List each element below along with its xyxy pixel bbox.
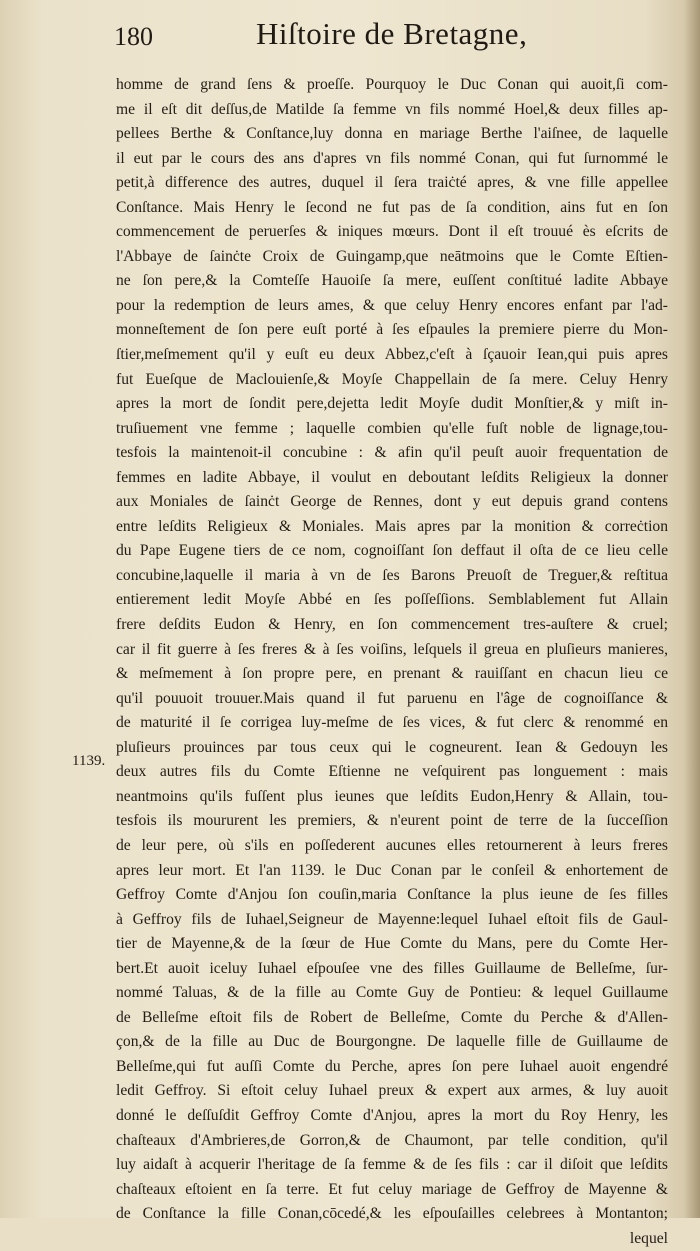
text-line: donné le deſſuſdit Geffroy Comte d'Anjou, apres la mort du Roy Henry, les bbox=[116, 1106, 668, 1124]
text-line: tesfois la maintenoit-il concubine : & afin qu'il peuſt auoir frequentation de bbox=[116, 444, 668, 462]
text-line: Geffroy Comte d'Anjou ſon couſin,maria Conſtance la plus ieune de ſes filles bbox=[116, 886, 668, 904]
text-line: neantmoins qu'ils fuſſent plus ieunes que leſdits Eudon,Henry & Allain, tou- bbox=[116, 787, 668, 805]
text-line: deux autres fils du Comte Eſtienne ne veſquirent pas longuement : mais bbox=[116, 763, 668, 781]
text-line: chaſteaux eſtoient en ſa terre. Et fut celuy mariage de Geffroy de Mayenne & bbox=[116, 1180, 668, 1198]
text-line: apres leur mort. Et l'an 1139. le Duc Conan par le conſeil & enhortement de bbox=[116, 861, 668, 879]
text-line: Belleſme,qui fut auſſi Comte du Perche, apres ſon pere Iuhael auoit engendré bbox=[116, 1057, 668, 1075]
text-line: car il fit guerre à ſes freres & à ſes voiſins, leſquels il greua en pluſieurs manieres, bbox=[116, 640, 668, 658]
text-line: à Geffroy fils de Iuhael,Seigneur de Mayenne:lequel Iuhael eſtoit fils de Gaul- bbox=[116, 910, 668, 928]
text-line: tier de Mayenne,& de la ſœur de Hue Comte du Mans, pere du Comte Her- bbox=[116, 935, 668, 953]
text-line: de Conſtance la fille Conan,cōcedé,& les eſpouſailles celebrees à Montanton; bbox=[116, 1205, 668, 1223]
text-line: entre leſdits Religieux & Moniales. Mais apres par la monition & correċtion bbox=[116, 517, 668, 535]
text-line: de maturité il ſe corrigea luy-meſme de ſes vices, & fut clerc & renommé en bbox=[116, 714, 668, 732]
text-line: pellees Berthe & Conſtance,luy donna en mariage Berthe l'aiſnee, de laquelle bbox=[116, 125, 668, 143]
text-line: ne ſon pere,& la Comteſſe Hauoiſe ſa mere, euſſent conſtitué ladite Abbaye bbox=[116, 272, 668, 290]
text-line: & meſmement à ſon propre pere, en prenant & rauiſſant en chacun lieu ce bbox=[116, 665, 668, 683]
text-line: me il eſt dit deſſus,de Matilde ſa femme vn fils nommé Hoel,& deux filles ap- bbox=[116, 100, 668, 118]
text-line: fut Eueſque de Maclouienſe,& Moyſe Chappellain de ſa mere. Celuy Henry bbox=[116, 370, 668, 388]
text-line: truſiuement vne femme ; laquelle combien qu'elle fuſt noble de lignage,tou- bbox=[116, 419, 668, 437]
page-header bbox=[114, 16, 674, 60]
text-line: nommé Taluas, & de la fille au Comte Guy de Pontieu: & lequel Guillaume bbox=[116, 984, 668, 1002]
running-title: Hiſtoire de Bretagne, bbox=[256, 16, 528, 51]
text-line: il eut par le cours des ans d'apres vn fils nommé Conan, qui fut ſurnommé le bbox=[116, 149, 668, 167]
text-line: petit,à difference des autres, duquel il ſera traiċté apres, & vne fille appellee bbox=[116, 174, 668, 192]
text-line: entierement ledit Moyſe Abbé en ſes poſſeſſions. Semblablement fut Allain bbox=[116, 591, 668, 609]
text-line: luy aidaſt à acquerir l'heritage de ſa femme & de ſes fils : car il diſoit que leſdits bbox=[116, 1156, 668, 1174]
text-line: bert.Et auoit iceluy Iuhael eſpouſee vne des filles Guillaume de Belleſme, ſur- bbox=[116, 959, 668, 977]
text-line: çon,& de la fille au Duc de Bourgongne. De laquelle fille de Guillaume de bbox=[116, 1033, 668, 1051]
text-line: frere deſdits Eudon & Henry, en ſon commencement tres-auſtere & cruel; bbox=[116, 616, 668, 634]
text-line: pluſieurs prouinces par tous ceux qui le cogneurent. Iean & Gedouyn les bbox=[116, 738, 668, 756]
text-line: homme de grand ſens & proeſſe. Pourquoy le Duc Conan qui auoit,ſi com- bbox=[116, 76, 668, 93]
body-text bbox=[116, 73, 668, 1251]
text-line: pour la redemption de leurs ames, & que celuy Henry encores enfant par l'ad- bbox=[116, 296, 668, 314]
text-line: monneſtement de ſon pere euſt porté à ſes eſpaules la premiere pierre du Mon- bbox=[116, 321, 668, 339]
text-line: lequel bbox=[629, 1229, 668, 1247]
margin-year-note: 1139. bbox=[72, 753, 106, 769]
text-line: l'Abbaye de ſainċte Croix de Guingamp,que neātmoins que le Comte Eſtien- bbox=[116, 247, 668, 265]
text-line: apres la mort de ſondit pere,dejetta ledit Moyſe dudit Monſtier,& y miſt in- bbox=[116, 395, 668, 413]
text-line: ſtier,meſmement qu'il y euſt eu deux Abbez,c'eſt à ſçauoir Iean,qui puis apres bbox=[116, 346, 668, 364]
text-line: ledit Geffroy. Si eſtoit celuy Iuhael preux & expert aux armes, & luy auoit bbox=[116, 1082, 668, 1100]
text-line: qu'il pouuoit trouuer.Mais quand il fut paruenu en l'âge de cognoiſſance & bbox=[116, 689, 668, 707]
text-line: tesfois ils moururent les premiers, & n'eurent point de terre de la ſucceſſion bbox=[116, 812, 668, 830]
page-number: 180 bbox=[114, 22, 153, 51]
text-line: concubine,laquelle il maria à vn de ſes Barons Preuoſt de Treguer,& reſtitua bbox=[116, 566, 668, 584]
text-line: de Belleſme eſtoit fils de Robert de Belleſme, Comte du Perche & d'Allen- bbox=[116, 1008, 668, 1026]
text-line: Conſtance. Mais Henry le ſecond ne fut pas de ſa condition, ains fut en ſon bbox=[116, 198, 668, 216]
text-line: du Pape Eugene tiers de ce nom, cognoiſſant ſon deffaut il oſta de ce lieu celle bbox=[116, 542, 668, 560]
page-edge-shadow bbox=[684, 0, 700, 1218]
text-line: commencement de peruerſes & iniques mœurs. Dont il eſt trouué ès eſcrits de bbox=[116, 223, 668, 241]
text-line: de leur pere, où s'ils en poſſederent aucunes elles retournerent à leurs freres bbox=[116, 836, 668, 854]
text-line: aux Moniales de ſainċt George de Rennes, dont y eut depuis grand contens bbox=[116, 493, 668, 511]
text-line: chaſteaux d'Ambrieres,de Gorron,& de Chaumont, par telle condition, qu'il bbox=[116, 1131, 668, 1149]
text-line: femmes en ladite Abbaye, il voulut en deboutant leſdits Religieux la donner bbox=[116, 468, 668, 486]
